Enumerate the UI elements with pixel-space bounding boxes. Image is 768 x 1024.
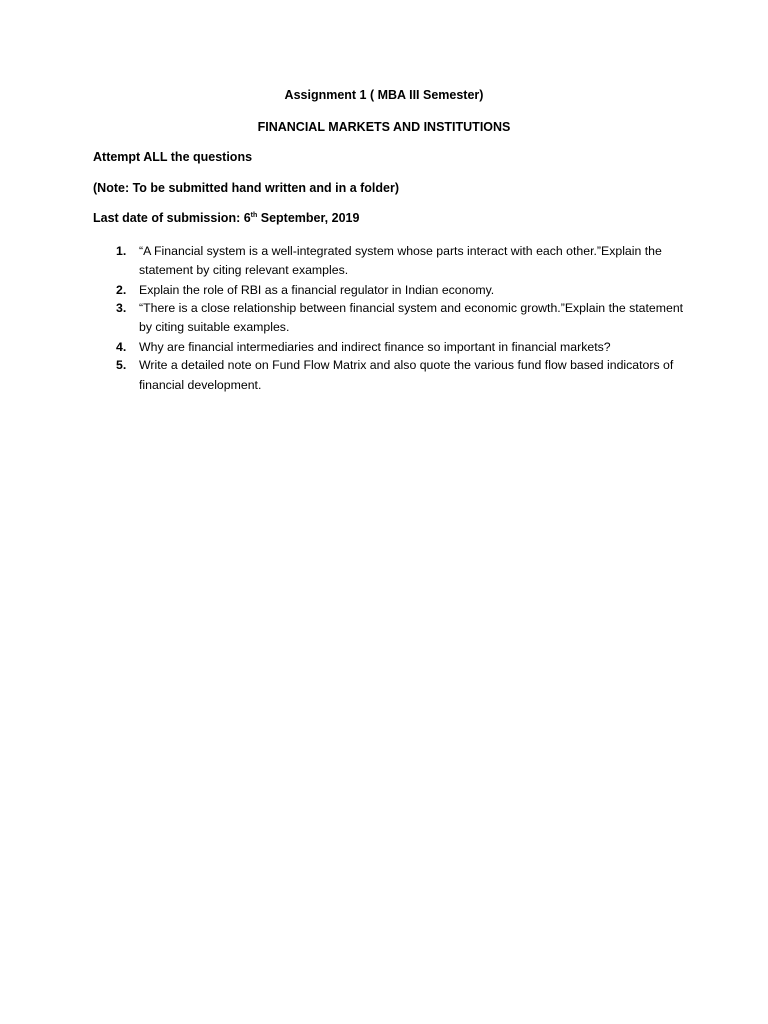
deadline-prefix: Last date of submission: 6 (93, 211, 251, 225)
deadline-ordinal-suffix: th (250, 212, 258, 219)
question-item (108, 282, 693, 299)
question-item (108, 357, 693, 395)
deadline-line (93, 211, 359, 225)
question-number: 2. (116, 282, 127, 297)
submission-note: (Note: To be submitted hand written and in a folder) (93, 181, 400, 195)
question-number: 5. (116, 358, 127, 373)
question-item (108, 339, 693, 356)
question-number: 4. (116, 340, 127, 355)
assignment-title: Assignment 1 ( MBA III Semester) (284, 88, 484, 102)
question-text: “A Financial system is a well-integrated system whose parts interact with each other.”Explain the statement by citing relevant examples. (139, 243, 662, 278)
question-number: 3. (116, 301, 127, 316)
question-item (108, 243, 693, 281)
question-text: Why are financial intermediaries and indirect finance so important in financial markets? (139, 340, 611, 355)
question-text: “There is a close relationship between financial system and economic growth.”Explain the statement by citing suitable examples. (139, 300, 684, 335)
question-text: Write a detailed note on Fund Flow Matrix and also quote the various fund flow based indicators of financial development. (139, 357, 674, 392)
subject-title: FINANCIAL MARKETS AND INSTITUTIONS (257, 120, 511, 134)
question-number: 1. (116, 244, 127, 258)
question-list (108, 243, 693, 396)
instructions-line: Attempt ALL the questions (93, 150, 253, 164)
question-item (108, 300, 693, 338)
deadline-suffix: September, 2019 (257, 211, 360, 225)
question-text: Explain the role of RBI as a financial regulator in Indian economy. (139, 282, 495, 297)
